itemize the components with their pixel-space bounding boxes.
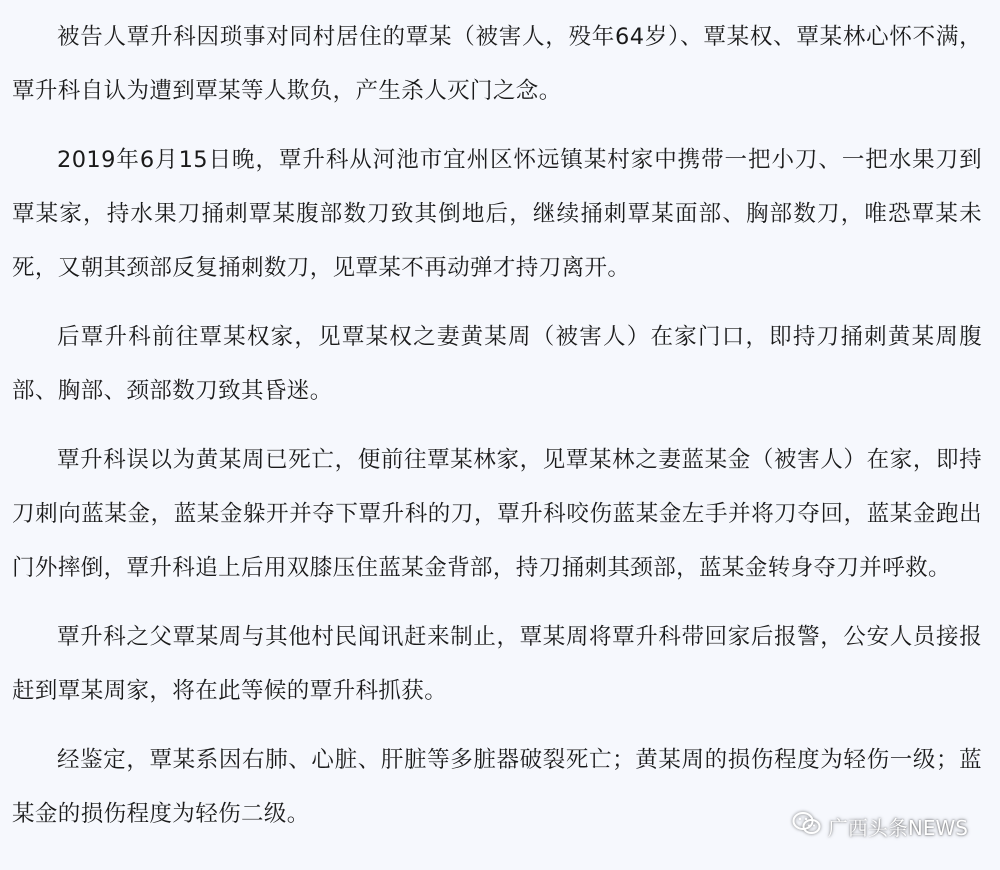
paragraph-2: 2019年6月15日晚，覃升科从河池市宜州区怀远镇某村家中携带一把小刀、一把水果刀到覃某家，持水果刀捅刺覃某腹部数刀致其倒地后，继续捅刺覃某面部、胸部数刀，唯恐覃某未死，又朝其颈部反复捅刺数刀，见覃某不再动弹才持刀离开。 xyxy=(12,147,982,281)
wechat-icon xyxy=(792,811,822,842)
watermark xyxy=(792,811,968,842)
watermark-text: 广西头条NEWS xyxy=(827,816,968,840)
article-body xyxy=(12,10,982,841)
paragraph-5: 覃升科之父覃某周与其他村民闻讯赶来制止，覃某周将覃升科带回家后报警，公安人员接报赶到覃某周家，将在此等候的覃升科抓获。 xyxy=(12,624,982,704)
paragraph-4: 覃升科误以为黄某周已死亡，便前往覃某林家，见覃某林之妻蓝某金（被害人）在家，即持刀刺向蓝某金，蓝某金躲开并夺下覃升科的刀，覃升科咬伤蓝某金左手并将刀夺回，蓝某金跑出门外摔倒，覃升科追上后用双膝压住蓝某金背部，持刀捅刺其颈部，蓝某金转身夺刀并呼救。 xyxy=(12,447,982,581)
paragraph-6: 经鉴定，覃某系因右肺、心脏、肝脏等多脏器破裂死亡；黄某周的损伤程度为轻伤一级；蓝某金的损伤程度为轻伤二级。 xyxy=(12,747,982,827)
paragraph-1: 被告人覃升科因琐事对同村居住的覃某（被害人，殁年64岁）、覃某权、覃某林心怀不满，覃升科自认为遭到覃某等人欺负，产生杀人灭门之念。 xyxy=(12,24,982,104)
paragraph-3: 后覃升科前往覃某权家，见覃某权之妻黄某周（被害人）在家门口，即持刀捅刺黄某周腹部、胸部、颈部数刀致其昏迷。 xyxy=(12,324,982,404)
